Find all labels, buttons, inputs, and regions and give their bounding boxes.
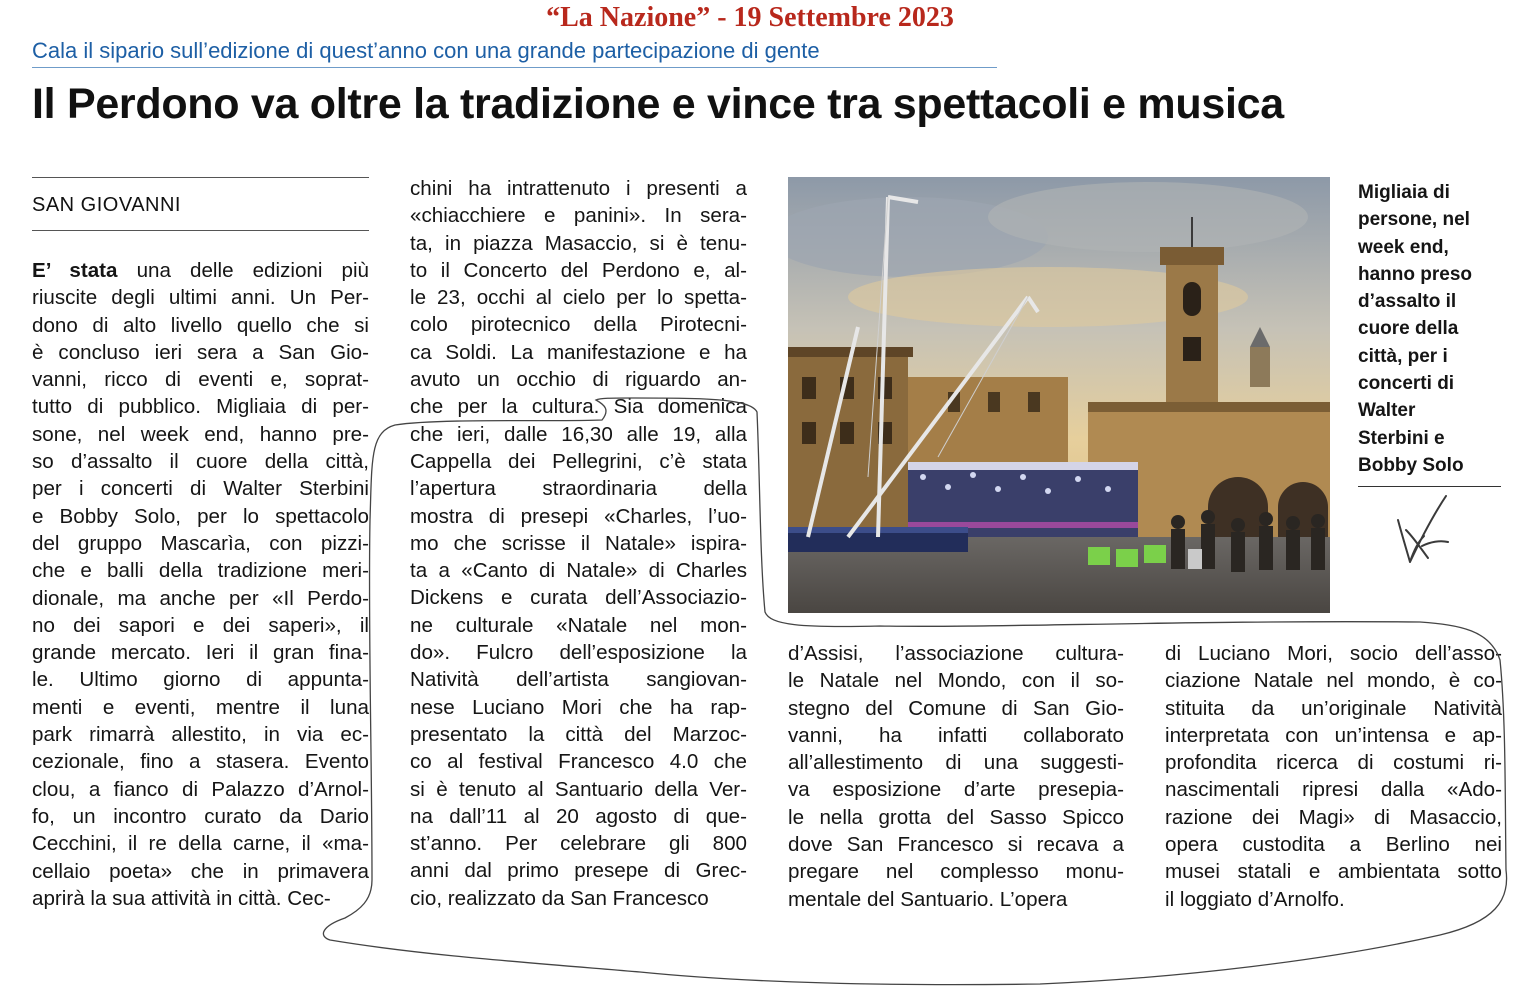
text-line: l’apertura straordinaria della [410, 477, 747, 501]
text-line: ciazione Natale nel mondo, è co- [1165, 669, 1502, 693]
handwritten-checkmark-signature [1388, 490, 1458, 570]
text-line: interpretata con un’intensa e ap- [1165, 723, 1502, 747]
caption-line: Migliaia di [1358, 182, 1450, 203]
text-line: riuscite degli ultimi anni. Un Per- [32, 286, 369, 310]
lead-bold: E’ stata [32, 259, 118, 282]
caption-line: hanno preso [1358, 263, 1473, 285]
text-line: dono di alto livello quello che si [32, 313, 369, 337]
text-line: le. Ultimo giorno di appunta- [32, 668, 369, 692]
text-line: dove San Francesco si recava a [788, 833, 1124, 857]
text-line: mentale del Santuario. L’opera [788, 887, 1068, 911]
text-line: park rimarrà allestito, in via ec- [32, 723, 369, 747]
text-line: ca Soldi. La manifestazione e ha [410, 340, 747, 364]
text-line: presentato la città del Marzoc- [410, 722, 747, 746]
text-line: vanni, ha infatti collaborato [788, 723, 1124, 747]
text-line: clou, a fianco di Palazzo d’Arnol- [32, 777, 369, 801]
text-line: per i concerti di Walter Sterbini [32, 477, 369, 501]
text-line: nese Luciano Mori che ha rap- [410, 695, 747, 719]
caption-line: cuore della [1358, 318, 1459, 340]
dateline: SAN GIOVANNI [32, 194, 181, 216]
text-line: le 23, occhi al cielo per lo spetta- [410, 286, 747, 310]
text-line: si è tenuto al Santuario della Ver- [410, 777, 747, 801]
text-line: opera custodita a Berlino nei [1165, 833, 1502, 857]
text-line: dionale, ma anche per «Il Perdo- [32, 586, 369, 610]
text-line: na dall’11 al 20 agosto di que- [410, 804, 747, 828]
text-line: nascimentali ripresi dalla «Ado- [1165, 778, 1502, 802]
text-line: stegno del Comune di San Gio- [788, 696, 1124, 720]
caption-line: persone, nel [1358, 209, 1470, 231]
text-line: che per la cultura. Sia domenica [410, 395, 747, 419]
text-line: ta a «Canto di Natale» di Charles [410, 559, 747, 583]
text-line: le Natale nel Mondo, con il so- [788, 669, 1124, 693]
text-line: il loggiato d’Arnolfo. [1165, 887, 1345, 911]
text-line: st’anno. Per celebrare gli 800 [410, 832, 747, 856]
caption-line: città, per i [1358, 345, 1448, 367]
text-line: vanni, ricco di eventi e, soprat- [32, 368, 369, 392]
text-line: Dickens e curata dell’Associazio- [410, 586, 747, 610]
text-line: E’ stata una delle edizioni più [32, 259, 369, 282]
text-line: co al festival Francesco 4.0 che [410, 750, 747, 774]
caption-line: Bobby Solo [1358, 454, 1464, 476]
text-line: all’allestimento di una suggesti- [788, 751, 1124, 775]
text-line: musei statali e ambientata sotto [1165, 860, 1502, 884]
text-line: cio, realizzato da San Francesco [410, 886, 709, 910]
text-line: grande mercato. Ieri il gran fina- [32, 641, 369, 665]
text-line: Cecchini, il re della carne, il «ma- [32, 832, 369, 856]
text-line: d’Assisi, l’associazione cultura- [788, 642, 1124, 665]
text-line: mo che scrisse il Natale» ispira- [410, 531, 747, 555]
text-line: mostra di presepi «Charles, l’uo- [410, 504, 747, 528]
text-line: Natività dell’artista sangiovan- [410, 668, 747, 692]
text-line: no dei sapori e dei saperi», il [32, 613, 369, 637]
article-column-1 [32, 257, 369, 912]
caption-line: concerti di [1358, 373, 1455, 395]
text-line: so d’assalto il cuore della città, [32, 450, 369, 474]
text-line: di Luciano Mori, socio dell’asso- [1165, 642, 1502, 665]
caption-divider [1358, 486, 1501, 487]
text-line: chini ha intrattenuto i presenti a [410, 177, 747, 200]
article-column-4 [1165, 640, 1502, 913]
text-line: avuto un occhio di riguardo an- [410, 368, 747, 392]
text-line: del gruppo Mascarìa, con pizzi- [32, 531, 369, 555]
text-line: colo pirotecnico della Pirotecni- [410, 313, 747, 337]
article-photo-piazza-evening [788, 177, 1330, 613]
text-line: che e balli della tradizione meri- [32, 559, 369, 583]
text-line: profondita ricerca di costumi ri- [1165, 751, 1502, 775]
text-line: è concluso ieri sera a San Gio- [32, 340, 369, 364]
caption-line: week end, [1358, 236, 1449, 258]
article-kicker: Cala il sipario sull’edizione di quest’anno con una grande partecipazione di gente [32, 38, 997, 68]
text-line: fo, un incontro curato da Dario [32, 804, 369, 828]
text-line: le nella grotta del Sasso Spicco [788, 805, 1124, 829]
photo-caption [1358, 179, 1498, 479]
text-line: do». Fulcro dell’esposizione la [410, 641, 747, 665]
text-line: ne culturale «Natale nel mon- [410, 613, 747, 637]
text-line: to il Concerto del Perdono e, al- [410, 258, 747, 282]
text-line: cellaio poeta» che in primavera [32, 859, 369, 883]
caption-line: Walter [1358, 400, 1416, 422]
article-column-3 [788, 640, 1124, 913]
caption-line: Sterbini e [1358, 427, 1445, 449]
dateline-box [32, 177, 369, 231]
caption-line: d’assalto il [1358, 291, 1457, 313]
text-line: cezionale, fino a stasera. Evento [32, 750, 369, 774]
article-column-2 [410, 175, 747, 912]
text-line: anni dal primo presepe di Grec- [410, 859, 747, 883]
newspaper-masthead: “La Nazione” - 19 Settembre 2023 [546, 2, 954, 33]
text-line: sone, nel week end, hanno pre- [32, 422, 369, 446]
text-line: aprirà la sua attività in città. Cec- [32, 886, 331, 910]
article-headline: Il Perdono va oltre la tradizione e vince tra spettacoli e musica [32, 80, 1284, 128]
text-line: «chiacchiere e panini». In sera- [410, 204, 747, 228]
text-line: ta, in piazza Masaccio, si è tenu- [410, 231, 747, 255]
text-line: e Bobby Solo, per lo spettacolo [32, 504, 369, 528]
text-line: razione dei Magi» di Masaccio, [1165, 805, 1502, 829]
text-line: va esposizione d’arte presepia- [788, 778, 1124, 802]
text-line: stituita da un’originale Natività [1165, 696, 1502, 720]
text-line: pregare nel complesso monu- [788, 860, 1124, 884]
text-line: Cappella dei Pellegrini, c’è stata [410, 449, 747, 473]
text-line: che ieri, dalle 16,30 alle 19, alla [410, 422, 747, 446]
text-line: tutto di pubblico. Migliaia di per- [32, 395, 369, 419]
text-line: menti e eventi, mentre il luna [32, 695, 369, 719]
